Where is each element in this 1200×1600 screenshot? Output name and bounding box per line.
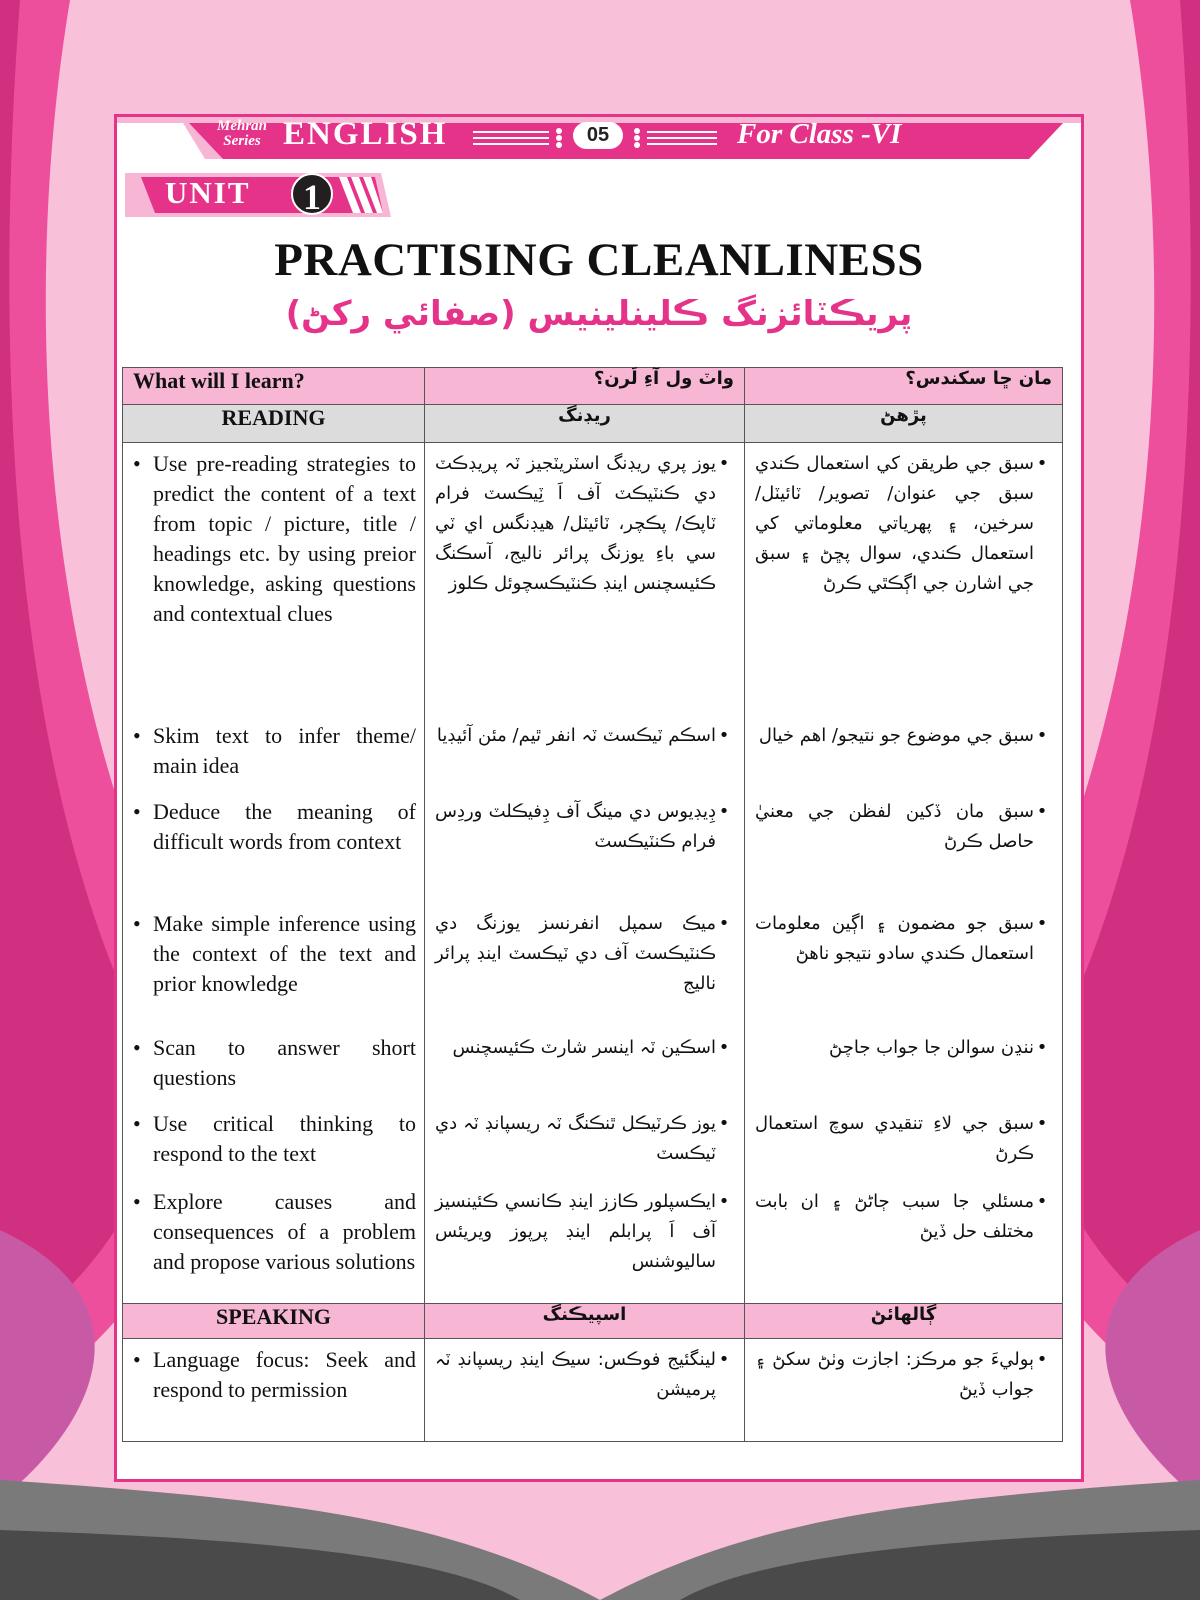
english-outcomes-cell [123, 1339, 425, 1442]
list-item [435, 1033, 732, 1109]
list-item [435, 1109, 732, 1187]
list-item [755, 1033, 1050, 1109]
bullet-icon: • [133, 1111, 141, 1136]
outcome-text: لينگئيج فوڪس: سيڪ اينڊ ريسپانڊ ٽہ پرميشن [435, 1349, 716, 1400]
brand-line-1: Mehran [216, 118, 268, 134]
bullet-icon: • [133, 451, 141, 476]
outcome-text: Explore causes and consequences of a problem and propose various solutions [153, 1189, 416, 1274]
unit-badge [125, 173, 391, 217]
section-content-row [123, 443, 1063, 1304]
bullet-icon: • [1036, 1037, 1048, 1058]
list-item [133, 1187, 416, 1303]
list-item [755, 909, 1050, 1033]
lesson-subtitle-sindhi: پريڪٽائزنگ ڪلينلينيس (صفائي رکڻ) [285, 294, 913, 334]
list-item [133, 797, 416, 909]
lesson-title: PRACTISING CLEANLINESS [274, 234, 924, 286]
outcome-text: Skim text to infer theme/ main idea [153, 723, 416, 778]
outcome-text: Deduce the meaning of difficult words from context [153, 799, 416, 854]
column-header-transliteration: واٽ ول آءِ لَرن؟ [425, 368, 745, 405]
list-item [755, 1187, 1050, 1303]
list-item [435, 1187, 732, 1303]
outcome-text: سبق جي لاءِ تنقيدي سوچ استعمال ڪرڻ [755, 1113, 1034, 1164]
outcome-text: ٻوليءَ جو مرڪز: اجازت وٺڻ سکڻ ۽ جواب ڏيڻ [755, 1349, 1034, 1400]
bullet-icon: • [718, 1349, 730, 1370]
list-item [133, 1345, 416, 1441]
transliteration-outcomes-cell [425, 1339, 745, 1442]
sindhi-outcomes-cell [745, 1339, 1063, 1442]
learning-outcomes-table [122, 367, 1063, 1442]
section-title-sindhi: پڙهڻ [745, 405, 1063, 443]
column-header-sindhi: مان ڇا سکندس؟ [745, 368, 1063, 405]
bullet-icon: • [718, 1037, 730, 1058]
section-title-transliteration: ريڊنگ [425, 405, 745, 443]
transliteration-outcomes-cell [425, 443, 745, 1304]
bullet-icon: • [718, 725, 730, 746]
outcome-text: ايڪسپلور ڪازز اينڊ ڪانسي ڪئينسيز آف اَ پرابلم اينڊ پرپوز ويريئس ساليوشنس [435, 1191, 716, 1272]
outcome-text: سبق جو مضمون ۽ اڳين معلومات استعمال ڪندي سادو نتيجو ناهڻ [755, 913, 1034, 964]
section-title-english: READING [123, 405, 425, 443]
unit-label: UNIT [165, 175, 251, 210]
bullet-icon: • [133, 799, 141, 824]
list-item [435, 797, 732, 909]
bullet-icon: • [1036, 913, 1048, 934]
list-item [133, 721, 416, 797]
section-title-english: SPEAKING [123, 1304, 425, 1339]
list-item [755, 721, 1050, 797]
bullet-icon: • [133, 911, 141, 936]
outcome-text: ميڪ سمپل انفرنسز يوزنگ دي ڪنٽيڪسٽ آف دي ٽيڪسٽ اينڊ پرائر ناليج [435, 913, 716, 994]
bullet-icon: • [718, 801, 730, 822]
outcome-text: Make simple inference using the context of the text and prior knowledge [153, 911, 416, 996]
unit-number: 1 [291, 173, 333, 215]
bullet-icon: • [1036, 453, 1048, 474]
bullet-icon: • [1036, 1191, 1048, 1212]
outcome-text: ننڍن سوالن جا جواب جاچڻ [829, 1037, 1034, 1058]
list-item [755, 797, 1050, 909]
outcome-text: يوز ڪرٽيڪل ٿنڪنگ ٽہ ريسپانڊ ٽہ دي ٽيڪسٽ [435, 1113, 716, 1164]
series-brand [209, 119, 275, 149]
bullet-icon: • [718, 913, 730, 934]
list-item [755, 1109, 1050, 1187]
bullet-icon: • [133, 1035, 141, 1060]
subject-title: ENGLISH [283, 116, 448, 152]
outcome-text: سبق مان ڏکين لفظن جي معنيٰ حاصل ڪرڻ [755, 801, 1034, 852]
bullet-icon: • [718, 453, 730, 474]
list-item [435, 449, 732, 721]
brand-line-2: Series [223, 133, 261, 149]
bullet-icon: • [1036, 1113, 1048, 1134]
section-header-row [123, 405, 1063, 443]
bullet-icon: • [718, 1191, 730, 1212]
bullet-icon: • [1036, 801, 1048, 822]
outcome-text: اسڪين ٽہ اينسر شارٽ ڪئيسچنس [452, 1037, 716, 1058]
list-item [435, 1345, 732, 1441]
class-label: For Class -VI [737, 118, 902, 150]
outcome-text: Scan to answer short questions [153, 1035, 416, 1090]
outcome-text: مسئلي جا سبب ڄاڻڻ ۽ ان بابت مختلف حل ڏيڻ [755, 1191, 1034, 1242]
list-item [133, 909, 416, 1033]
bullet-icon: • [133, 1189, 141, 1214]
bullet-icon: • [1036, 725, 1048, 746]
outcome-text: اسڪم ٽيڪسٽ ٽہ انفر ٿيم/ مئن آئيڊيا [436, 725, 716, 746]
section-content-row [123, 1339, 1063, 1442]
section-title-transliteration: اسپيڪنگ [425, 1304, 745, 1339]
bullet-icon: • [718, 1113, 730, 1134]
section-title-sindhi: ڳالهائڻ [745, 1304, 1063, 1339]
bullet-icon: • [133, 723, 141, 748]
column-header-english: What will I learn? [123, 368, 425, 405]
table-header-row [123, 368, 1063, 405]
outcome-text: Use critical thinking to respond to the text [153, 1111, 416, 1166]
section-header-row [123, 1304, 1063, 1339]
outcome-text: ڊِيڊيوس دي مينگ آف ڊِفيڪلٽ وردِس فرام ڪنٽيڪسٽ [435, 801, 716, 852]
outcome-text: يوز پري ريڊنگ اسٽريٽجيز ٽہ پريڊڪٽ دي ڪنٽيڪٽ آف اَ ٽِيڪسٽ فرام ٽاپڪ/ پڪچر، ٽائيٽل/ هيڊنگس اي ٽي سي باءِ يوزنگ پرائر نالیج، آسڪنگ ڪئيسچنس اينڊ ڪنٽيڪسچوئل ڪلوز [435, 453, 716, 594]
list-item [755, 449, 1050, 721]
outcome-text: Use pre-reading strategies to predict the content of a text from topic / picture, title / headings etc. by using preior knowledge, asking questions and contextual clues [153, 451, 416, 626]
list-item [133, 1033, 416, 1109]
outcome-text: سبق جي موضوع جو نتيجو/ اهم خيال [758, 725, 1034, 746]
page-number: 05 [573, 122, 623, 149]
list-item [133, 1109, 416, 1187]
bullet-icon: • [133, 1347, 141, 1372]
outcome-text: سبق جي طريقن کي استعمال ڪندي سبق جي عنوان/ تصوير/ ٽائيٽل/ سرخين، ۽ پهرياتي معلوماتي کي استعمال ڪندي، سوال پڇڻ ۽ سبق جي اشارن جي اڳڪٿي ڪرڻ [755, 453, 1034, 594]
textbook-page [114, 114, 1084, 1482]
outcome-text: Language focus: Seek and respond to permission [153, 1347, 416, 1402]
sindhi-outcomes-cell [745, 443, 1063, 1304]
english-outcomes-cell [123, 443, 425, 1304]
list-item [755, 1345, 1050, 1441]
list-item [133, 449, 416, 721]
page-header [117, 117, 1081, 159]
bullet-icon: • [1036, 1349, 1048, 1370]
list-item [435, 721, 732, 797]
list-item [435, 909, 732, 1033]
